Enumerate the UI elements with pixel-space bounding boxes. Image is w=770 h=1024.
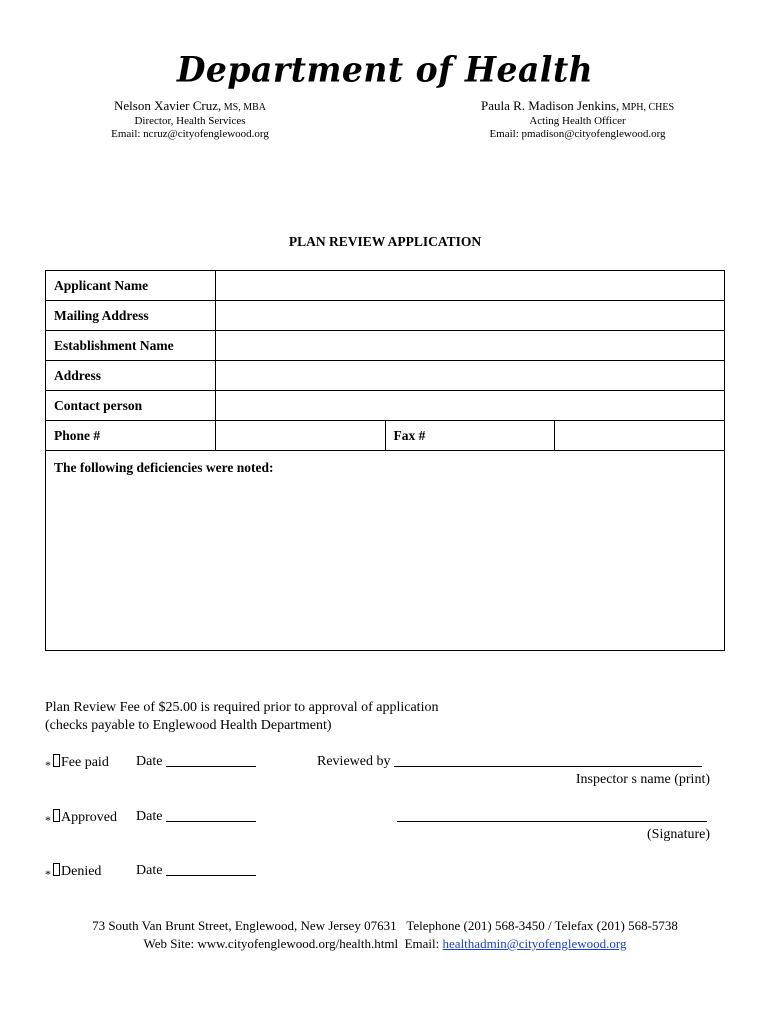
director-block [60,98,320,142]
footer [0,917,770,953]
fee-paid-checkbox[interactable] [53,754,60,767]
health-officer-block [440,98,715,142]
deficiencies-field[interactable] [46,451,725,651]
denied-checkbox[interactable] [53,863,60,876]
application-form-table [45,270,725,651]
footer-address: 73 South Van Brunt Street, Englewood, New Jersey 07631 [92,918,397,933]
fee-paid-date-label: Date [136,754,163,769]
approved-date-label: Date [136,809,163,824]
table-row [46,271,725,301]
health-officer-credentials: MPH, CHES [619,102,675,113]
deficiencies-label: The following deficiencies were noted: [54,460,274,475]
fee-paid-row [45,754,109,773]
applicant-name-label: Applicant Name [46,271,216,301]
mailing-address-label: Mailing Address [46,301,216,331]
approved-checkbox[interactable] [53,809,60,822]
denied-row [45,863,101,882]
fax-label: Fax # [385,421,555,451]
denied-label: Denied [61,864,102,879]
inspector-name-caption: Inspector s name (print) [575,772,710,787]
address-field[interactable] [215,361,724,391]
mailing-address-field[interactable] [215,301,724,331]
denied-date-label: Date [136,863,163,878]
approved-row [45,809,117,828]
reviewed-by-label: Reviewed by [317,754,391,769]
fee-note-line1: Plan Review Fee of $25.00 is required prior to approval of application [45,700,439,715]
approved-label: Approved [61,810,117,825]
footer-website: Web Site: www.cityofenglewood.org/health.html [143,936,399,951]
fee-note [45,699,438,735]
denied-date-line[interactable] [166,875,256,876]
signature-row [397,809,707,825]
table-row [46,391,725,421]
fee-note-line2: (checks payable to Englewood Health Department) [45,718,332,733]
approved-date [136,809,256,825]
phone-label: Phone # [46,421,216,451]
table-row [46,301,725,331]
footer-email-link[interactable]: healthadmin@cityofenglewood.org [442,936,627,951]
reviewed-by-line[interactable] [394,766,702,767]
denied-date [136,863,256,879]
fee-paid-date-line[interactable] [166,766,256,767]
health-officer-name: Paula R. Madison Jenkins, [480,98,620,113]
denied-star: * [45,867,51,881]
signature-line[interactable] [397,821,707,822]
table-row [46,451,725,651]
director-email: Email: ncruz@cityofenglewood.org [111,128,269,140]
establishment-name-label: Establishment Name [46,331,216,361]
health-officer-role: Acting Health Officer [529,114,626,127]
fee-paid-star: * [45,758,51,772]
fee-paid-date [136,754,256,770]
director-credentials: MS, MBA [221,102,266,113]
contact-person-field[interactable] [215,391,724,421]
director-role: Director, Health Services [134,114,246,127]
signature-caption: (Signature) [647,827,710,842]
fee-paid-label: Fee paid [61,755,109,770]
table-row [46,421,725,451]
director-name: Nelson Xavier Cruz, [114,98,222,113]
contact-person-label: Contact person [46,391,216,421]
approved-date-line[interactable] [166,821,256,822]
table-row [46,361,725,391]
phone-field[interactable] [215,421,385,451]
health-officer-email: Email: pmadison@cityofenglewood.org [489,128,666,140]
applicant-name-field[interactable] [215,271,724,301]
department-title: Department of Health [176,49,594,90]
address-label: Address [46,361,216,391]
form-title: PLAN REVIEW APPLICATION [288,234,482,249]
approved-star: * [45,813,51,827]
table-row [46,331,725,361]
reviewed-by-row [317,754,702,770]
establishment-name-field[interactable] [215,331,724,361]
footer-email-label: Email: [404,936,443,951]
footer-phone: Telephone (201) 568-3450 / Telefax (201) 568-5738 [406,918,678,933]
fax-field[interactable] [555,421,725,451]
